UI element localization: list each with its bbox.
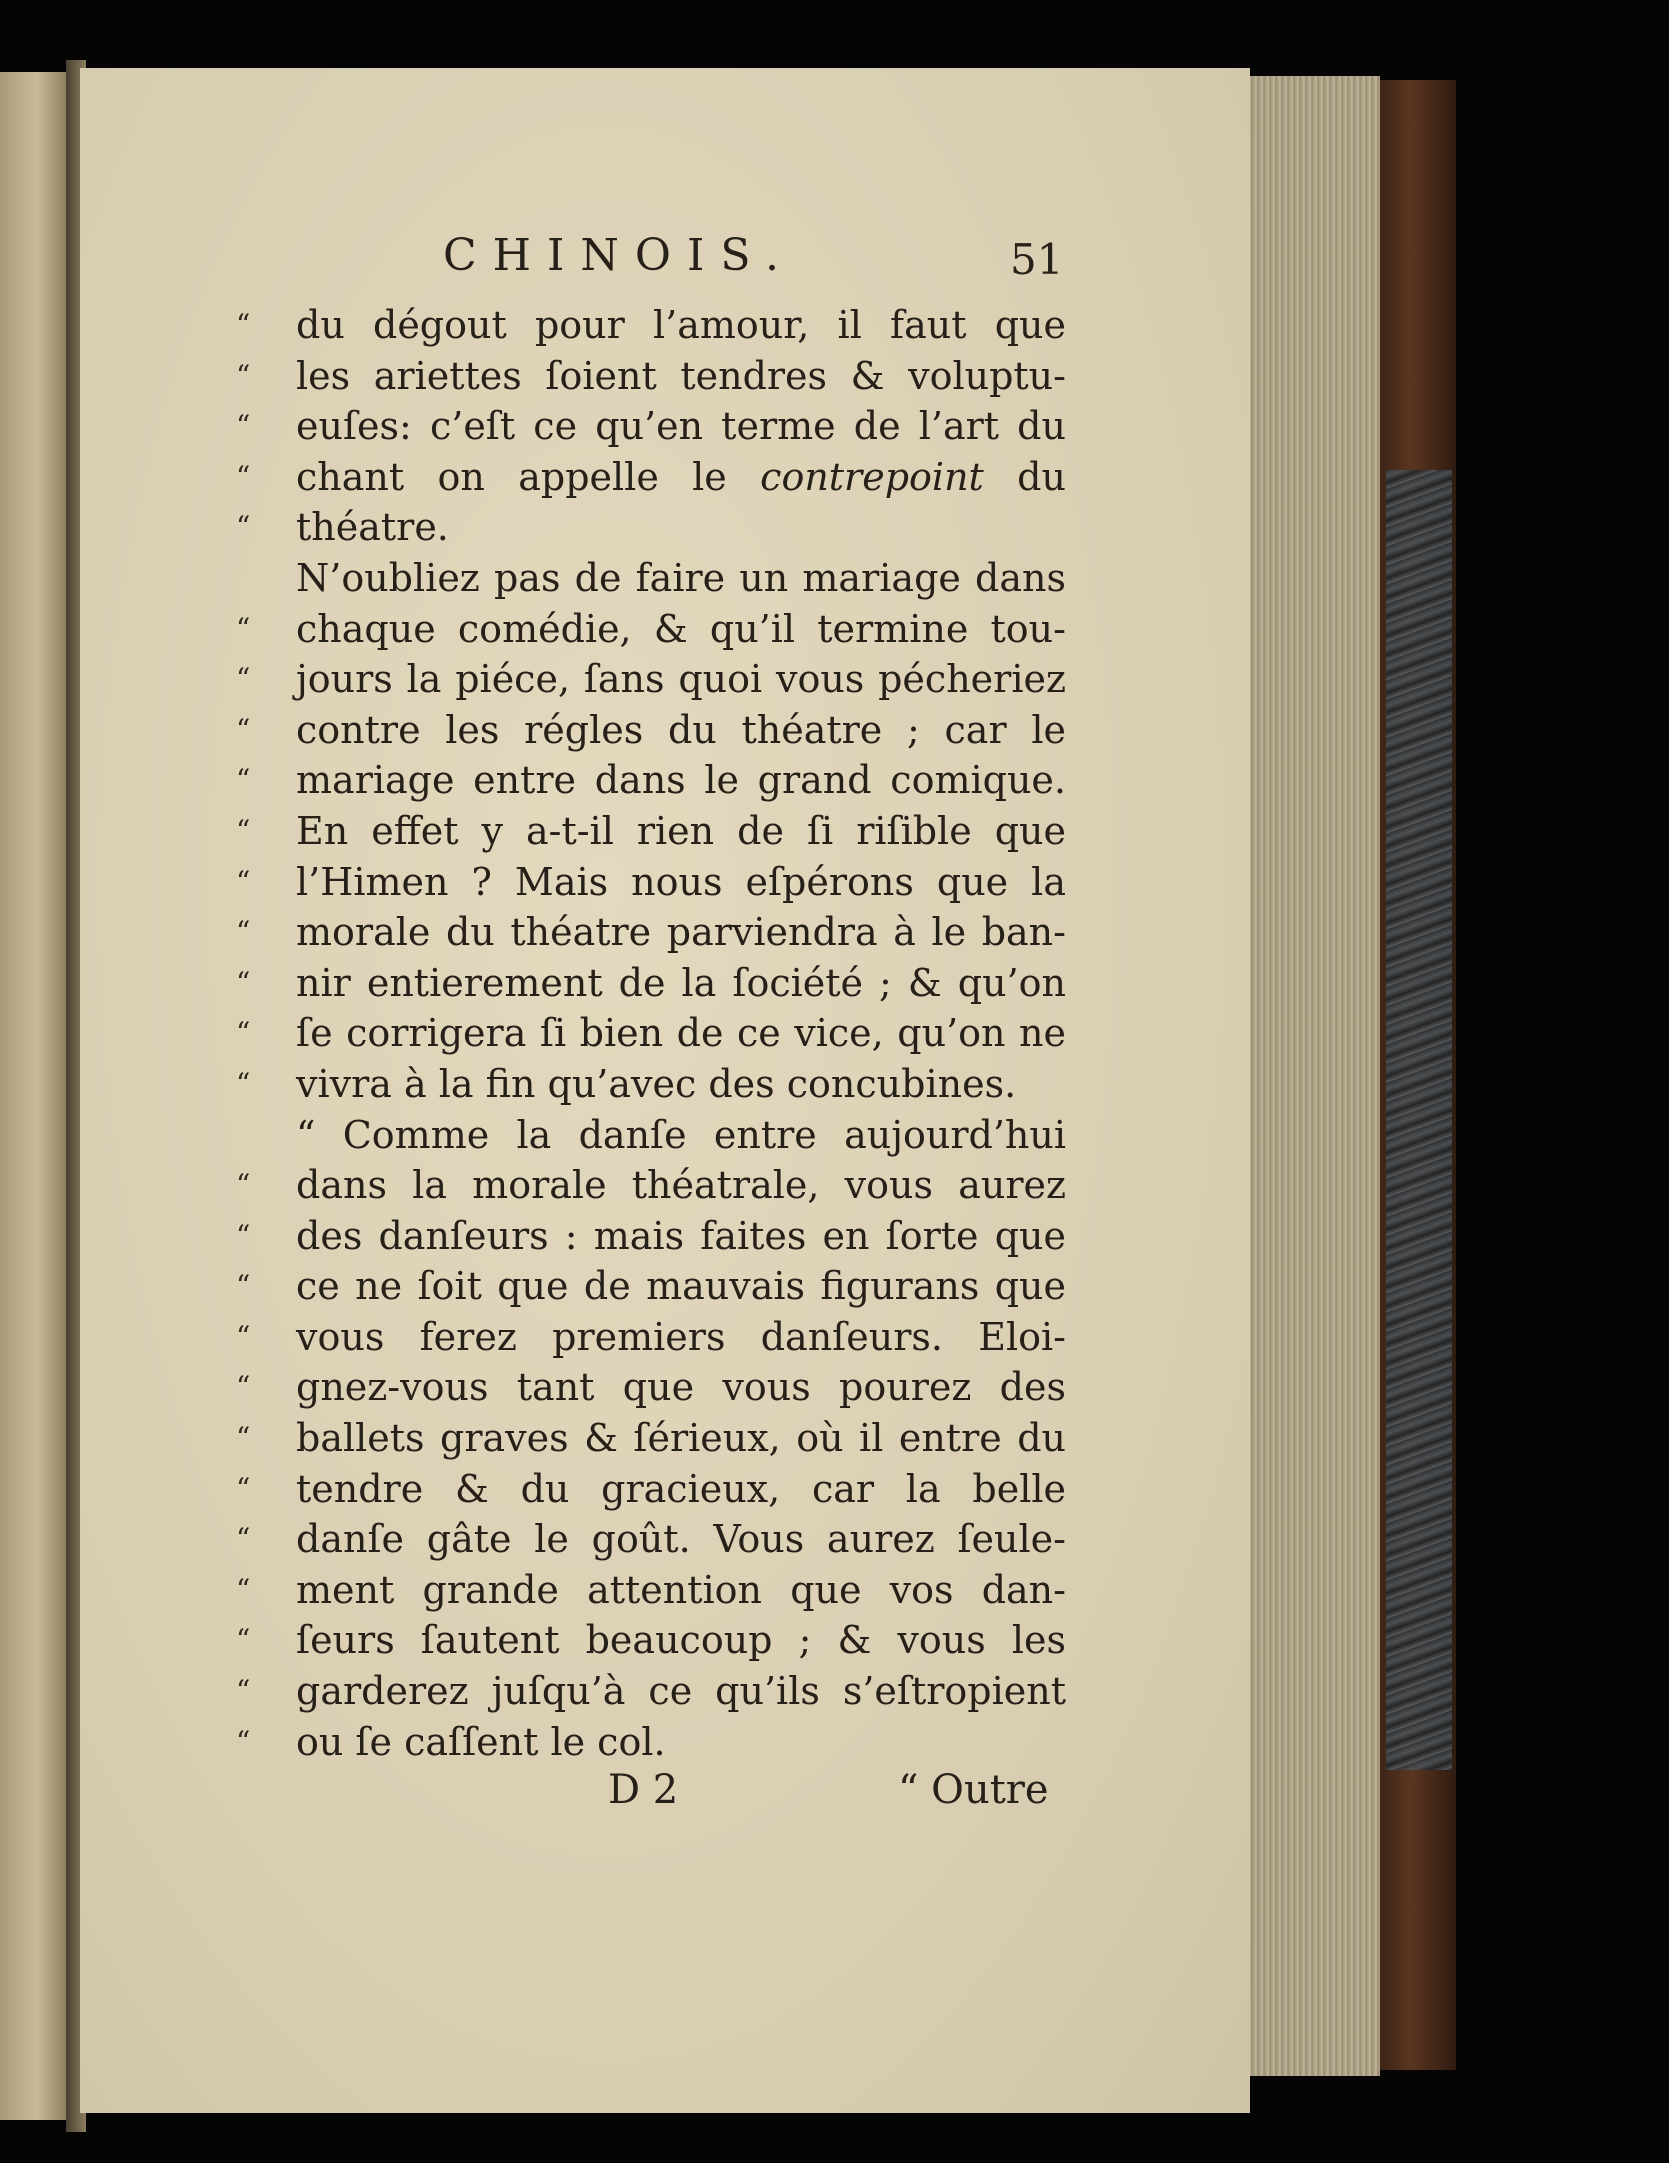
line-text-roman: mariage entre dans le grand comique.: [296, 758, 1066, 803]
marginal-quote-mark: “: [236, 1319, 251, 1353]
marginal-quote-mark: “: [236, 1168, 251, 1202]
line-text-roman: chaque comédie, & qu’il termine tou-: [296, 606, 1066, 651]
text-line: [0, 1717, 1669, 1768]
line-text-roman: ment grande attention que vos dan-: [296, 1567, 1066, 1612]
line-text-italic: contrepoint: [760, 454, 984, 499]
line-text: [296, 1008, 1066, 1059]
line-text: [296, 604, 1066, 655]
text-line: [0, 1211, 1669, 1262]
line-text: [296, 1717, 1066, 1768]
line-text-roman: du dégout pour l’amour, il faut que: [296, 303, 1066, 347]
text-line: [0, 452, 1669, 503]
line-text: [296, 958, 1066, 1009]
marginal-quote-mark: “: [236, 1421, 251, 1455]
text-line: [0, 1565, 1669, 1616]
page-footer: [0, 1762, 1669, 1818]
text-line: [0, 1615, 1669, 1666]
line-text-roman: danſe gâte le goût. Vous aurez ſeule-: [296, 1517, 1066, 1562]
text-line: [0, 1312, 1669, 1363]
line-text-roman: contre les régles du théatre ; car le: [296, 707, 1066, 752]
line-text: [296, 755, 1066, 806]
line-text: [296, 857, 1066, 908]
marginal-quote-mark: “: [236, 409, 251, 443]
marginal-quote-mark: “: [236, 1016, 251, 1050]
marginal-quote-mark: “: [236, 1522, 251, 1556]
line-text-roman: En effet y a-t-il rien de ſi riſible que: [296, 808, 1066, 853]
text-line: [0, 1110, 1669, 1161]
text-line: [0, 1008, 1669, 1059]
text-line: [0, 654, 1669, 705]
line-text: [296, 907, 1066, 958]
line-text-roman: ballets graves & ſérieux, où il entre du: [296, 1416, 1066, 1461]
text-line: [0, 1413, 1669, 1464]
marginal-quote-mark: “: [236, 965, 251, 999]
marginal-quote-mark: “: [236, 1623, 251, 1657]
line-text: [296, 1464, 1066, 1515]
signature-mark: D 2: [608, 1767, 679, 1813]
line-text: [296, 1211, 1066, 1262]
line-text-roman: tendre & du gracieux, car la belle: [296, 1466, 1066, 1511]
text-line: [0, 351, 1669, 402]
line-text: [296, 452, 1066, 503]
line-text-roman: ce ne ſoit que de mauvais figurans que: [296, 1264, 1066, 1309]
line-text: [296, 1565, 1066, 1616]
line-text-roman: jours la piéce, ſans quoi vous pécheriez: [296, 657, 1066, 702]
line-text: [296, 300, 1066, 351]
text-line: [0, 1514, 1669, 1565]
catchword: “ Outre: [898, 1767, 1049, 1813]
text-line: [0, 806, 1669, 857]
marginal-quote-mark: “: [236, 1724, 251, 1758]
line-text-roman: théatre.: [296, 505, 449, 550]
text-line: [0, 300, 1669, 351]
marginal-quote-mark: “: [236, 459, 251, 493]
line-text: [296, 1413, 1066, 1464]
text-line: [0, 907, 1669, 958]
text-line: [0, 958, 1669, 1009]
line-text: [296, 806, 1066, 857]
line-text: [296, 1615, 1066, 1666]
line-text-roman: ſe corrigera ſi bien de ce vice, qu’on ne: [296, 1011, 1066, 1056]
line-text: [296, 351, 1066, 402]
line-text: [296, 1362, 1066, 1413]
line-text-roman: nir entierement de la ſociété ; & qu’on: [296, 960, 1066, 1005]
marginal-quote-mark: “: [236, 712, 251, 746]
line-text: [296, 553, 1066, 604]
line-text-roman: l’Himen ? Mais nous eſpérons que la: [296, 859, 1066, 904]
text-line: [0, 857, 1669, 908]
line-text-roman: euſes: c’eſt ce qu’en terme de l’art du: [296, 404, 1066, 449]
line-text-roman: gnez-vous tant que vous pourez des: [296, 1365, 1066, 1410]
marginal-quote-mark: “: [236, 915, 251, 949]
marginal-quote-mark: “: [236, 510, 251, 544]
line-text: [296, 1160, 1066, 1211]
text-line: [0, 401, 1669, 452]
line-text: [296, 401, 1066, 452]
line-text-roman: N’oubliez pas de faire un mariage dans: [296, 555, 1066, 600]
line-text: [296, 502, 1066, 553]
line-text-roman: les ariettes ſoient tendres & voluptu-: [296, 353, 1066, 398]
text-line: [0, 1362, 1669, 1413]
text-line: [0, 604, 1669, 655]
line-text-roman: ou ſe caſſent le col.: [296, 1719, 666, 1764]
line-text-roman: vous ferez premiers danſeurs. Eloi-: [296, 1314, 1066, 1359]
line-text: [296, 1059, 1066, 1110]
body-text: [0, 300, 1669, 1767]
line-text-roman: ſeurs ſautent beaucoup ; & vous les: [296, 1618, 1066, 1663]
text-line: [0, 1464, 1669, 1515]
text-line: [0, 502, 1669, 553]
line-text-roman: morale du théatre parviendra à le ban-: [296, 910, 1066, 955]
text-line: [0, 553, 1669, 604]
line-text-roman: vivra à la fin qu’avec des concubines.: [296, 1061, 1017, 1106]
marginal-quote-mark: “: [236, 813, 251, 847]
line-text-roman: des danſeurs : mais faites en ſorte que: [296, 1213, 1066, 1258]
text-line: [0, 1059, 1669, 1110]
marginal-quote-mark: “: [236, 1471, 251, 1505]
marginal-quote-mark: “: [236, 1218, 251, 1252]
line-text: [296, 1261, 1066, 1312]
marginal-quote-mark: “: [236, 308, 251, 341]
marginal-quote-mark: “: [236, 1269, 251, 1303]
line-text: [296, 1514, 1066, 1565]
marginal-quote-mark: “: [236, 662, 251, 696]
line-text: [296, 1110, 1066, 1161]
line-text: [296, 1312, 1066, 1363]
text-line: [0, 705, 1669, 756]
line-text: [296, 654, 1066, 705]
line-text-roman: garderez juſqu’à ce qu’ils s’eſtropient: [296, 1669, 1066, 1714]
line-text-roman: “ Comme la danſe entre aujourd’hui: [296, 1112, 1066, 1157]
marginal-quote-mark: “: [236, 358, 251, 392]
running-title: CHINOIS.: [443, 230, 795, 281]
text-line: [0, 755, 1669, 806]
line-text: [296, 705, 1066, 756]
line-text: [296, 1666, 1066, 1717]
marginal-quote-mark: “: [236, 611, 251, 645]
text-line: [0, 1160, 1669, 1211]
running-head: [0, 226, 1669, 286]
text-line: [0, 1261, 1669, 1312]
marginal-quote-mark: “: [236, 1572, 251, 1606]
line-text-roman: chant on appelle le: [296, 454, 761, 499]
text-line: [0, 1666, 1669, 1717]
page-number: 51: [1010, 235, 1064, 284]
marginal-quote-mark: “: [236, 763, 251, 797]
marginal-quote-mark: “: [236, 1066, 251, 1100]
marginal-quote-mark: “: [236, 1674, 251, 1708]
marginal-quote-mark: “: [236, 864, 251, 898]
line-text-roman: du: [983, 454, 1066, 499]
line-text-roman: dans la morale théatrale, vous aurez: [296, 1163, 1066, 1208]
marginal-quote-mark: “: [236, 1370, 251, 1404]
